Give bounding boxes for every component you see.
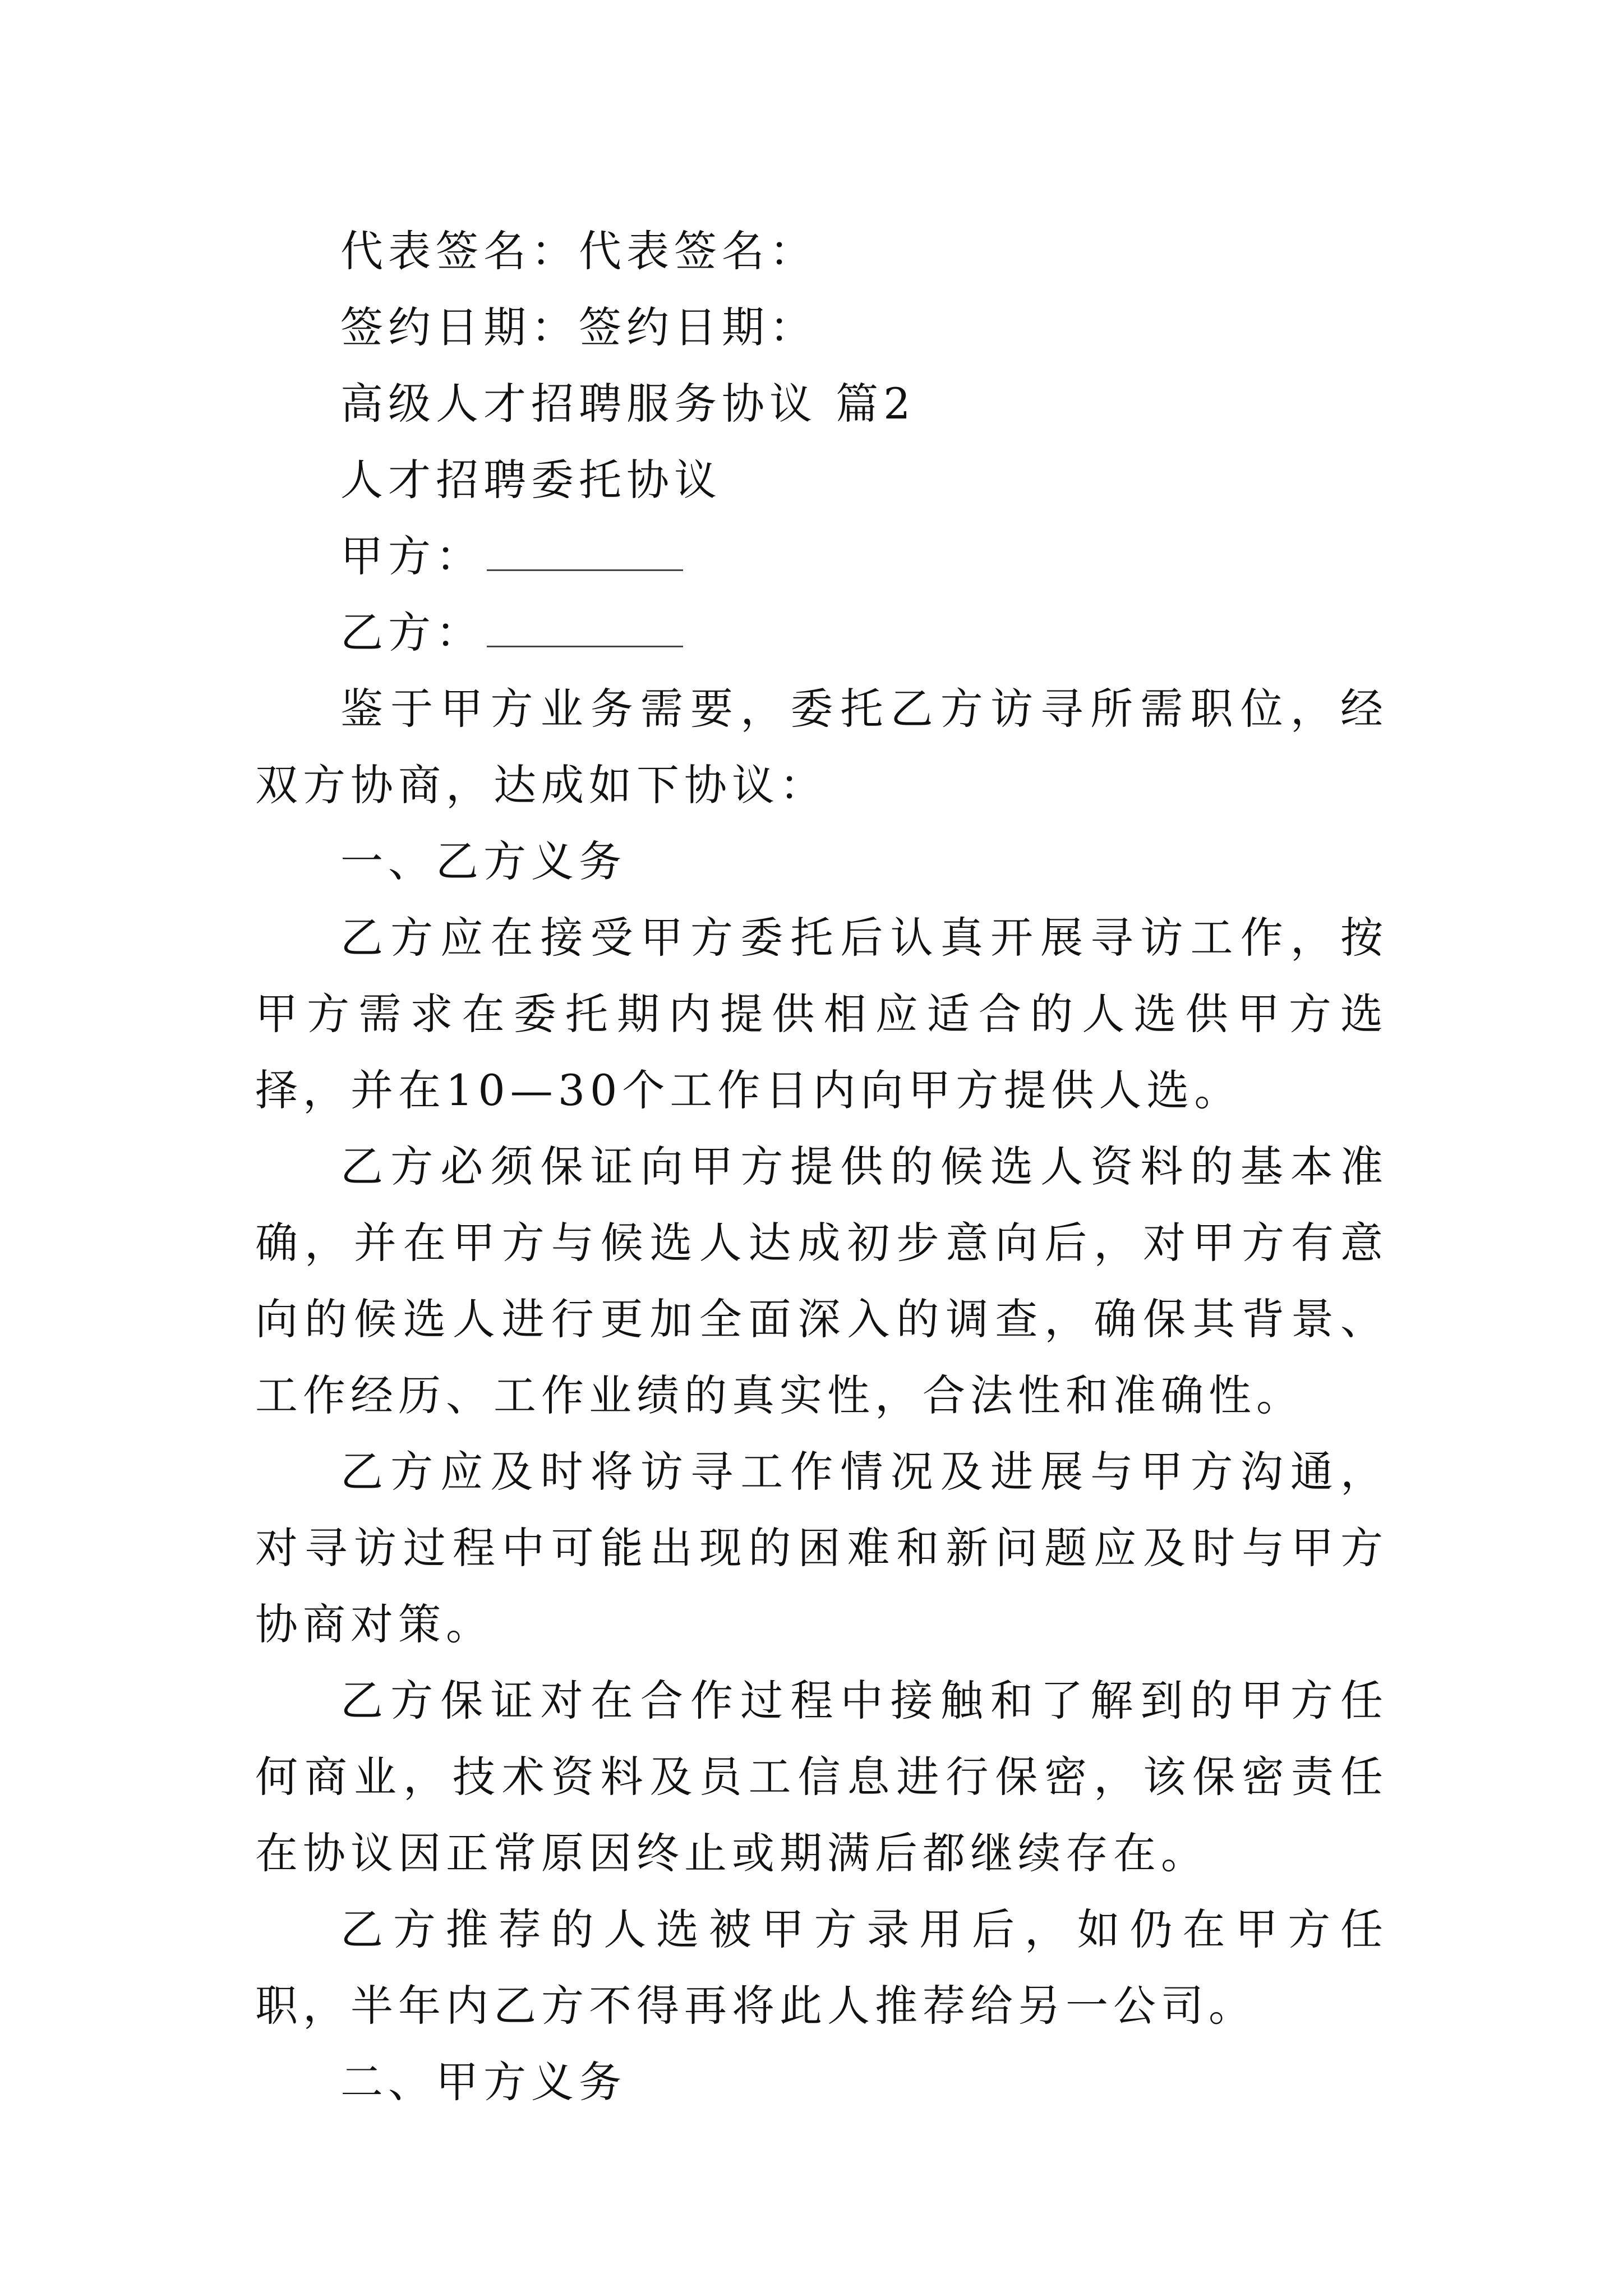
party-a-label: 甲方： [340, 531, 483, 581]
party-b-label: 乙方： [340, 608, 483, 657]
preamble-paragraph: 鉴于甲方业务需要，委托乙方访寻所需职位，经双方协商，达成如下协议： [255, 684, 1388, 810]
section-2-heading: 二、甲方义务 [340, 2057, 626, 2107]
party-a-row [255, 518, 1388, 595]
document-body [255, 213, 1388, 2120]
section-1-paragraph: 乙方推荐的人选被甲方录用后，如仍在甲方任职，半年内乙方不得再将此人推荐给另一公司。 [255, 1904, 1388, 2031]
section-1-paragraph: 乙方保证对在合作过程中接触和了解到的甲方任何商业，技术资料及员工信息进行保密，该保密责任在协议因正常原因终止或期满后都继续存在。 [255, 1676, 1388, 1878]
party-a-blank [487, 533, 683, 571]
section-1-paragraph: 乙方应在接受甲方委托后认真开展寻访工作，按甲方需求在委托期内提供相应适合的人选供甲方选择，并在10—30个工作日内向甲方提供人选。 [255, 913, 1388, 1115]
party-b-blank [487, 610, 683, 647]
signing-date-line: 签约日期：签约日期： [340, 302, 817, 352]
section-1-heading: 一、乙方义务 [340, 836, 626, 886]
article-title: 高级人才招聘服务协议 篇2 [340, 379, 916, 429]
agreement-title: 人才招聘委托协议 [340, 455, 722, 505]
party-b-row [255, 595, 1388, 671]
section-1-paragraph: 乙方必须保证向甲方提供的候选人资料的基本准确，并在甲方与候选人达成初步意向后，对甲方有意向的候选人进行更加全面深入的调查，确保其背景、工作经历、工作业绩的真实性，合法性和准确性。 [255, 1142, 1388, 1420]
signature-line: 代表签名：代表签名： [340, 226, 817, 276]
section-1-paragraph: 乙方应及时将访寻工作情况及进展与甲方沟通，对寻访过程中可能出现的困难和新问题应及时与甲方协商对策。 [255, 1447, 1388, 1649]
